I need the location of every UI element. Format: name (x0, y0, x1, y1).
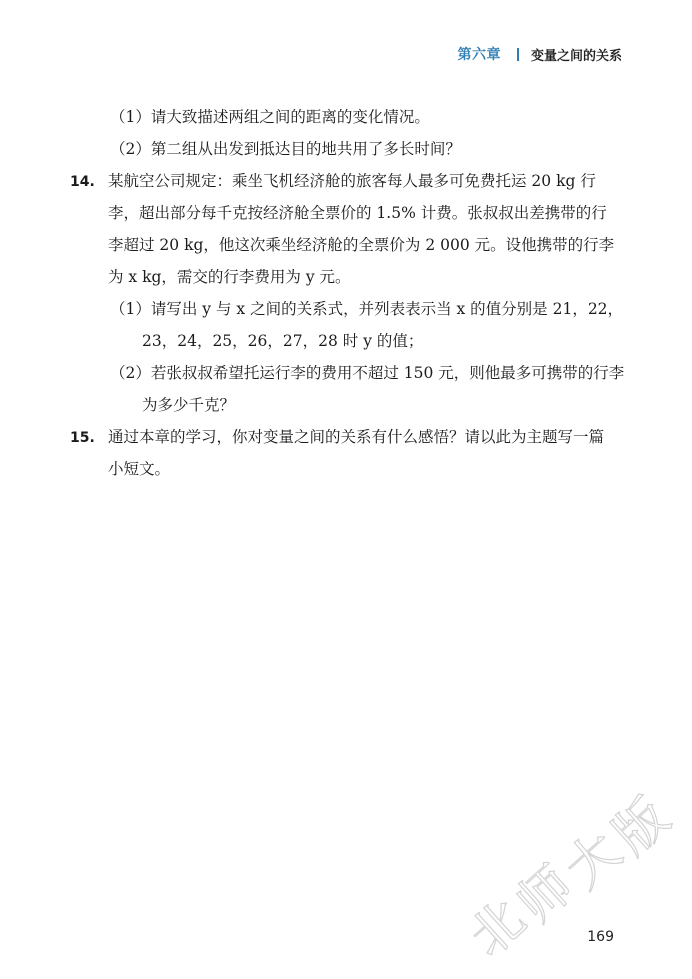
question-14-line-1 (70, 165, 622, 197)
question-14-part-2-line-1: （2）若张叔叔希望托运行李的费用不超过 150 元，则他最多可携带的行李 (110, 364, 625, 382)
watermark-char-3: 大 (554, 820, 634, 901)
question-14-line-4: 为 x kg，需交的行李费用为 y 元。 (108, 268, 351, 286)
chapter-label: 第六章 (457, 47, 501, 63)
question-14-part-1-line-2: 23，24，25，26，27，28 时 y 的值； (142, 332, 424, 350)
chapter-topic: 变量之间的关系 (530, 48, 622, 64)
question-15-line-1 (70, 421, 622, 453)
question-15-line-2: 小短文。 (108, 460, 171, 478)
question-14-line-2: 李，超出部分每千克按经济舱全票价的 1.5% 计费。张叔叔出差携带的行 (108, 204, 607, 222)
prev-question-part-2: （2）第二组从出发到抵达目的地共用了多长时间？ (110, 140, 461, 158)
header-separator (517, 48, 519, 61)
question-14-part-1-line-1: （1）请写出 y 与 x 之间的关系式，并列表表示当 x 的值分别是 21，22， (110, 300, 624, 318)
question-14-number: 14. (70, 174, 95, 190)
question-15-text-1: 通过本章的学习，你对变量之间的关系有什么感悟？请以此为主题写一篇 (108, 428, 605, 446)
question-14-line-3: 李超过 20 kg，他这次乘坐经济舱的全票价为 2 000 元。设他携带的行李 (108, 236, 615, 254)
page-number: 169 (587, 929, 614, 945)
prev-question-part-1: （1）请大致描述两组之间的距离的变化情况。 (110, 108, 430, 126)
watermark-char-2: 师 (506, 854, 586, 935)
question-14-part-2-line-2: 为多少千克？ (142, 396, 236, 414)
publisher-watermark (458, 786, 682, 969)
question-14-text-1: 某航空公司规定：乘坐飞机经济舱的旅客每人最多可免费托运 20 kg 行 (108, 172, 596, 190)
question-15-number: 15. (70, 430, 95, 446)
watermark-char-4: 版 (602, 786, 682, 867)
running-header (457, 44, 622, 64)
watermark-char-1: 北 (458, 888, 538, 969)
page-content (70, 101, 625, 485)
